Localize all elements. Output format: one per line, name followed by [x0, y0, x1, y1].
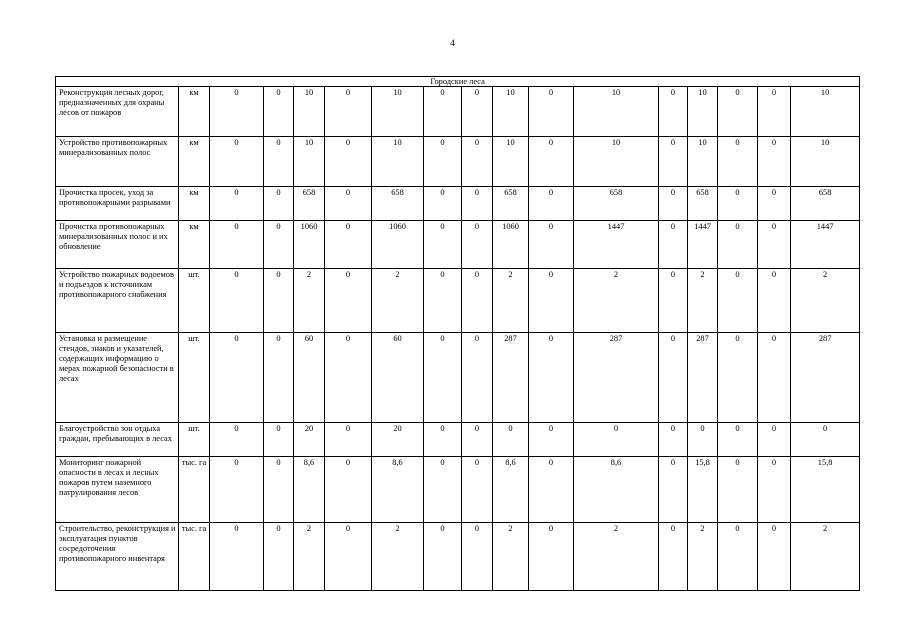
value-cell: 0: [462, 423, 493, 457]
activity-name: Прочистка противопожарных минерализованных полос и их обновление: [56, 221, 179, 269]
activity-name: Установка и размещение стендов, знаков и указателей, содержащих информацию о мерах пожарной безопасности в лесах: [56, 333, 179, 423]
value-cell: 658: [493, 187, 529, 221]
unit-cell: тыс. га: [179, 523, 210, 591]
value-cell: 1060: [294, 221, 325, 269]
value-cell: 287: [791, 333, 860, 423]
value-cell: 0: [529, 87, 574, 137]
value-cell: 0: [264, 187, 294, 221]
activity-name: Благоустройство зон отдыха граждан, пребывающих в лесах: [56, 423, 179, 457]
value-cell: 0: [791, 423, 860, 457]
value-cell: 0: [718, 423, 758, 457]
value-cell: 0: [659, 523, 688, 591]
value-cell: 0: [758, 269, 791, 333]
value-cell: 10: [294, 87, 325, 137]
value-cell: 1060: [372, 221, 424, 269]
value-cell: 0: [659, 457, 688, 523]
activity-name: Устройство пожарных водоемов и подъездов к источникам противопожарного снабжения: [56, 269, 179, 333]
value-cell: 287: [493, 333, 529, 423]
unit-cell: шт.: [179, 333, 210, 423]
value-cell: 0: [688, 423, 718, 457]
value-cell: 0: [264, 523, 294, 591]
value-cell: 10: [294, 137, 325, 187]
value-cell: 10: [372, 137, 424, 187]
value-cell: 0: [462, 221, 493, 269]
unit-cell: тыс. га: [179, 457, 210, 523]
table-row: [56, 221, 860, 269]
value-cell: 0: [424, 333, 462, 423]
value-cell: 2: [688, 269, 718, 333]
activity-name: Строительство, реконструкция и эксплуатация пунктов сосредоточения противопожарного инвентаря: [56, 523, 179, 591]
value-cell: 0: [758, 457, 791, 523]
value-cell: 10: [688, 137, 718, 187]
fire-protection-table: [55, 76, 860, 591]
value-cell: 0: [424, 269, 462, 333]
unit-cell: шт.: [179, 269, 210, 333]
value-cell: 0: [462, 333, 493, 423]
value-cell: 0: [659, 187, 688, 221]
value-cell: 2: [493, 269, 529, 333]
value-cell: 15,8: [688, 457, 718, 523]
value-cell: 0: [424, 187, 462, 221]
value-cell: 0: [758, 187, 791, 221]
value-cell: 0: [210, 221, 264, 269]
value-cell: 0: [758, 333, 791, 423]
value-cell: 0: [424, 457, 462, 523]
value-cell: 0: [462, 137, 493, 187]
value-cell: 0: [462, 87, 493, 137]
unit-cell: км: [179, 221, 210, 269]
value-cell: 0: [210, 87, 264, 137]
value-cell: 1447: [791, 221, 860, 269]
value-cell: 2: [574, 523, 659, 591]
value-cell: 0: [718, 187, 758, 221]
value-cell: 0: [718, 87, 758, 137]
value-cell: 0: [659, 221, 688, 269]
table-row: [56, 87, 860, 137]
value-cell: 8,6: [372, 457, 424, 523]
value-cell: 0: [718, 523, 758, 591]
value-cell: 20: [294, 423, 325, 457]
value-cell: 0: [424, 523, 462, 591]
value-cell: 15,8: [791, 457, 860, 523]
value-cell: 0: [264, 137, 294, 187]
value-cell: 2: [372, 269, 424, 333]
activity-name: Реконструкция лесных дорог, предназначенных для охраны лесов от пожаров: [56, 87, 179, 137]
unit-cell: км: [179, 187, 210, 221]
value-cell: 0: [325, 187, 372, 221]
section-row: [56, 77, 860, 87]
value-cell: 0: [424, 137, 462, 187]
value-cell: 0: [264, 423, 294, 457]
value-cell: 2: [372, 523, 424, 591]
value-cell: 658: [294, 187, 325, 221]
page-number: 4: [450, 38, 455, 48]
value-cell: 0: [424, 423, 462, 457]
value-cell: 0: [325, 423, 372, 457]
table-row: [56, 269, 860, 333]
value-cell: 0: [325, 87, 372, 137]
value-cell: 0: [264, 87, 294, 137]
activity-name: Устройство противопожарных минерализованных полос: [56, 137, 179, 187]
value-cell: 0: [758, 87, 791, 137]
value-cell: 0: [718, 457, 758, 523]
value-cell: 658: [791, 187, 860, 221]
value-cell: 0: [659, 333, 688, 423]
activity-name: Мониторинг пожарной опасности в лесах и лесных пожаров путем наземного патрулирования лесов: [56, 457, 179, 523]
value-cell: 0: [529, 333, 574, 423]
value-cell: 10: [791, 87, 860, 137]
table-row: [56, 523, 860, 591]
unit-cell: км: [179, 137, 210, 187]
value-cell: 2: [493, 523, 529, 591]
value-cell: 0: [529, 457, 574, 523]
value-cell: 0: [325, 457, 372, 523]
value-cell: 0: [659, 423, 688, 457]
value-cell: 0: [529, 221, 574, 269]
value-cell: 0: [424, 221, 462, 269]
value-cell: 1447: [574, 221, 659, 269]
value-cell: 287: [574, 333, 659, 423]
value-cell: 20: [372, 423, 424, 457]
table-row: [56, 333, 860, 423]
table-row: [56, 137, 860, 187]
value-cell: 0: [264, 457, 294, 523]
value-cell: 0: [758, 221, 791, 269]
value-cell: 0: [264, 333, 294, 423]
value-cell: 0: [718, 221, 758, 269]
value-cell: 0: [462, 187, 493, 221]
value-cell: 0: [462, 269, 493, 333]
section-title: Городские леса: [56, 77, 860, 87]
value-cell: 0: [529, 523, 574, 591]
value-cell: 0: [210, 137, 264, 187]
unit-cell: шт.: [179, 423, 210, 457]
value-cell: 0: [264, 221, 294, 269]
value-cell: 1447: [688, 221, 718, 269]
value-cell: 0: [529, 187, 574, 221]
activity-name: Прочистка просек, уход за противопожарными разрывами: [56, 187, 179, 221]
value-cell: 0: [529, 423, 574, 457]
value-cell: 0: [264, 269, 294, 333]
value-cell: 8,6: [294, 457, 325, 523]
value-cell: 8,6: [574, 457, 659, 523]
value-cell: 658: [574, 187, 659, 221]
value-cell: 0: [493, 423, 529, 457]
value-cell: 10: [372, 87, 424, 137]
value-cell: 10: [791, 137, 860, 187]
value-cell: 0: [210, 457, 264, 523]
value-cell: 2: [574, 269, 659, 333]
value-cell: 2: [688, 523, 718, 591]
value-cell: 0: [210, 187, 264, 221]
table-row: [56, 187, 860, 221]
value-cell: 2: [791, 269, 860, 333]
value-cell: 0: [462, 523, 493, 591]
value-cell: 0: [659, 87, 688, 137]
value-cell: 0: [325, 137, 372, 187]
value-cell: 658: [372, 187, 424, 221]
value-cell: 60: [294, 333, 325, 423]
value-cell: 2: [294, 269, 325, 333]
value-cell: 0: [325, 333, 372, 423]
value-cell: 0: [210, 523, 264, 591]
value-cell: 0: [718, 137, 758, 187]
value-cell: 287: [688, 333, 718, 423]
value-cell: 0: [758, 523, 791, 591]
value-cell: 0: [325, 523, 372, 591]
value-cell: 0: [325, 221, 372, 269]
value-cell: 658: [688, 187, 718, 221]
value-cell: 10: [688, 87, 718, 137]
value-cell: 0: [325, 269, 372, 333]
value-cell: 2: [791, 523, 860, 591]
value-cell: 60: [372, 333, 424, 423]
value-cell: 0: [758, 423, 791, 457]
value-cell: 0: [424, 87, 462, 137]
value-cell: 0: [210, 333, 264, 423]
value-cell: 10: [574, 87, 659, 137]
value-cell: 0: [574, 423, 659, 457]
value-cell: 0: [659, 269, 688, 333]
value-cell: 0: [210, 423, 264, 457]
value-cell: 10: [493, 137, 529, 187]
value-cell: 0: [718, 269, 758, 333]
value-cell: 1060: [493, 221, 529, 269]
value-cell: 0: [210, 269, 264, 333]
value-cell: 0: [529, 137, 574, 187]
table-row: [56, 457, 860, 523]
table-row: [56, 423, 860, 457]
value-cell: 0: [718, 333, 758, 423]
value-cell: 0: [529, 269, 574, 333]
value-cell: 2: [294, 523, 325, 591]
value-cell: 8,6: [493, 457, 529, 523]
value-cell: 10: [493, 87, 529, 137]
unit-cell: км: [179, 87, 210, 137]
value-cell: 10: [574, 137, 659, 187]
value-cell: 0: [462, 457, 493, 523]
value-cell: 0: [659, 137, 688, 187]
value-cell: 0: [758, 137, 791, 187]
